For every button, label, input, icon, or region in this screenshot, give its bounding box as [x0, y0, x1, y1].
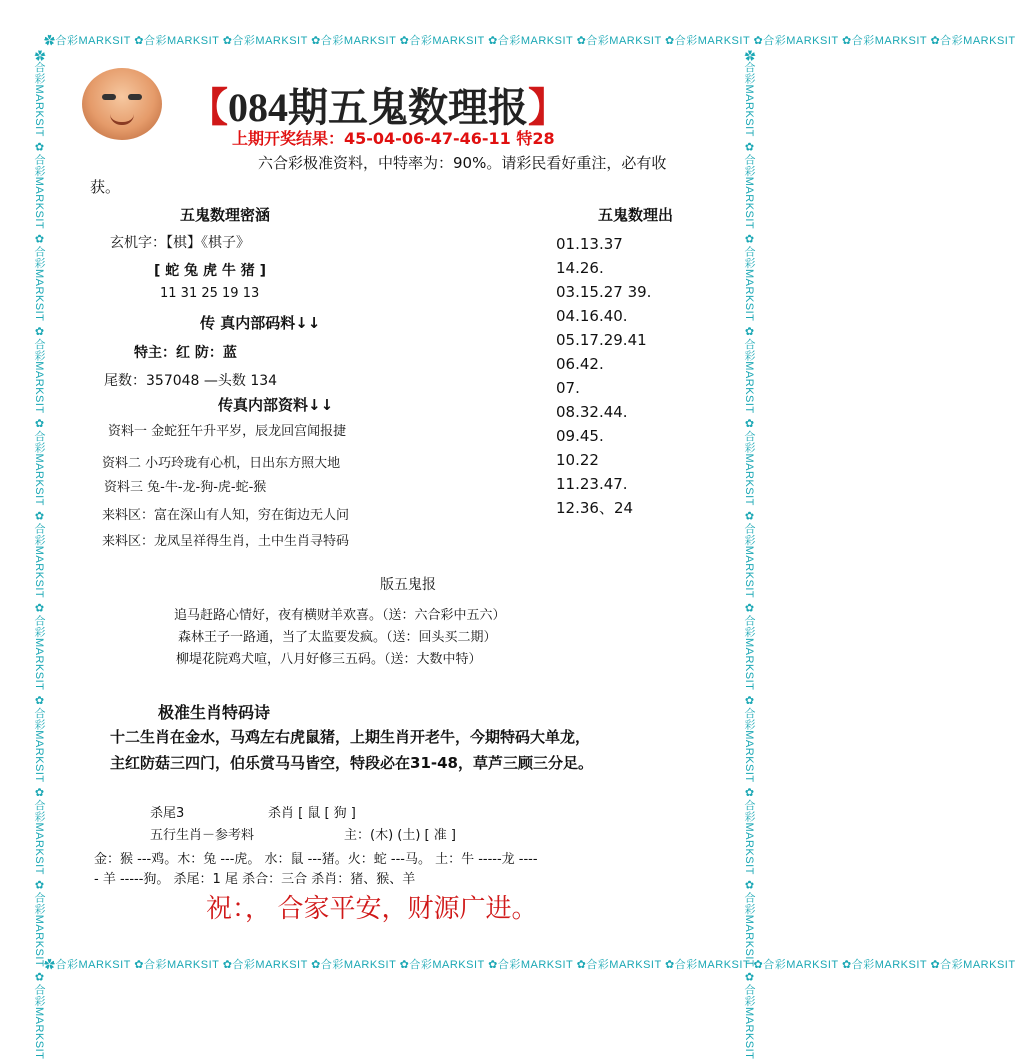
numbers-line: 11 31 25 19 13	[160, 286, 260, 301]
list-item: 01.13.37	[556, 235, 623, 253]
right-number-list	[556, 232, 651, 520]
ziliao-2: 资料二 小巧玲珑有心机，日出东方照大地	[102, 456, 341, 471]
ziliao-1: 资料一 金蛇狂午升平岁，辰龙回宫闻报捷	[108, 424, 347, 439]
title-bracket-close: 】	[528, 85, 568, 130]
list-item: 12.36、24	[556, 499, 634, 517]
lailiao-1: 来料区：富在深山有人知，穷在街边无人问	[102, 508, 350, 523]
wish-text: 祝：， 合家平安，财源广进。	[206, 894, 538, 923]
title-bracket-open: 【	[188, 85, 228, 130]
border-left-pattern: ✿合彩MARKSIT ✿合彩MARKSIT ✿合彩MARKSIT ✿合彩MARKSIT ✿合彩MARKSIT ✿合彩MARKSIT ✿合彩MARKSIT ✿合彩MARKSIT ✿合彩MARKSIT ✿合彩MARKSIT ✿合彩MARKSIT	[33, 50, 45, 1059]
poem-title: 极准生肖特码诗	[158, 703, 271, 722]
ziliao-3: 资料三 兔-牛-龙-狗-虎-蛇-猴	[104, 480, 267, 495]
list-item: 10.22	[556, 451, 599, 469]
page-title	[188, 76, 568, 133]
title-text: 084期五鬼数理报	[228, 85, 528, 130]
poem-line-2: 主红防菇三四门，伯乐赏马马皆空，特段必在31-48，草芦三顾三分足。	[110, 754, 593, 772]
fax-heading-1: 传 真内部码料↓↓	[200, 314, 321, 332]
intro-line-1: 六合彩极准资料，中特率为：90%。请彩民看好重注，必有收	[258, 154, 667, 172]
list-item: 05.17.29.41	[556, 331, 647, 349]
zodiac-line: [ 蛇 兔 虎 牛 猪 ]	[154, 263, 267, 279]
avatar-eye	[128, 94, 142, 100]
list-item: 11.23.47.	[556, 475, 628, 493]
border-top-pattern: ✿合彩MARKSIT ✿合彩MARKSIT ✿合彩MARKSIT ✿合彩MARKSIT ✿合彩MARKSIT ✿合彩MARKSIT ✿合彩MARKSIT ✿合彩MARKSIT ✿合彩MARKSIT ✿合彩MARKSIT ✿合彩MARKSIT	[44, 35, 1016, 47]
list-item: 03.15.27 39.	[556, 283, 652, 301]
list-item: 06.42.	[556, 355, 604, 373]
avatar-mouth	[110, 114, 134, 125]
avatar-eye	[102, 94, 116, 100]
list-item: 14.26.	[556, 259, 604, 277]
wuxing-text: 五行生肖－参考料	[150, 828, 255, 843]
fax-heading-2: 传真内部资料↓↓	[218, 396, 334, 414]
list-item: 07.	[556, 379, 580, 397]
middle-line-2: 森林王子一路通，当了太监要发疯。（送：回头买二期）	[178, 630, 497, 645]
wuxing-detail-1: 金：猴 ---鸡。木：兔 ---虎。 水：鼠 ---猪。火：蛇 ---马。 土：牛 -----龙 ----	[94, 852, 538, 867]
middle-line-3: 柳堤花院鸡犬喧，八月好修三五码。（送：大数中特）	[176, 652, 482, 667]
wuxing-detail-2: - 羊 -----狗。 杀尾：1 尾 杀合：三合 杀肖：猪、猴、羊	[94, 872, 416, 887]
list-item: 04.16.40.	[556, 307, 628, 325]
weishu-line: 尾数：357048 —头数 134	[104, 373, 278, 389]
border-bottom-pattern: ✿合彩MARKSIT ✿合彩MARKSIT ✿合彩MARKSIT ✿合彩MARKSIT ✿合彩MARKSIT ✿合彩MARKSIT ✿合彩MARKSIT ✿合彩MARKSIT ✿合彩MARKSIT ✿合彩MARKSIT ✿合彩MARKSIT	[44, 959, 1016, 971]
lailiao-2: 来料区：龙凤呈祥得生肖，土中生肖寻特码	[102, 534, 350, 549]
list-item: 09.45.	[556, 427, 604, 445]
intro-line-2: 获。	[90, 178, 121, 196]
zhu-text: 主：(木) (土) [ 准 ]	[344, 828, 456, 843]
shawei-text: 杀尾3	[150, 806, 185, 821]
border-right-pattern: ✿合彩MARKSIT ✿合彩MARKSIT ✿合彩MARKSIT ✿合彩MARKSIT ✿合彩MARKSIT ✿合彩MARKSIT ✿合彩MARKSIT ✿合彩MARKSIT ✿合彩MARKSIT ✿合彩MARKSIT ✿合彩MARKSIT	[743, 50, 755, 1059]
left-heading: 五鬼数理密涵	[180, 206, 271, 224]
last-result: 上期开奖结果：45-04-06-47-46-11 特28	[232, 129, 555, 148]
middle-line-1: 追马赶路心情好，夜有横财羊欢喜。（送：六合彩中五六）	[174, 608, 506, 623]
avatar	[82, 68, 162, 140]
poem-line-1: 十二生肖在金水，马鸡左右虎鼠猪，上期生肖开老牛，今期特码大单龙，	[110, 728, 591, 746]
right-heading: 五鬼数理出	[598, 206, 674, 224]
middle-heading: 版五鬼报	[380, 577, 436, 593]
shaxiao-text: 杀肖 [ 鼠 [ 狗 ]	[268, 806, 356, 821]
tezhu-line: 特主：红 防：蓝	[134, 345, 237, 361]
xuanji-line: 玄机字：【棋】《棋子》	[110, 235, 250, 251]
list-item: 08.32.44.	[556, 403, 628, 421]
